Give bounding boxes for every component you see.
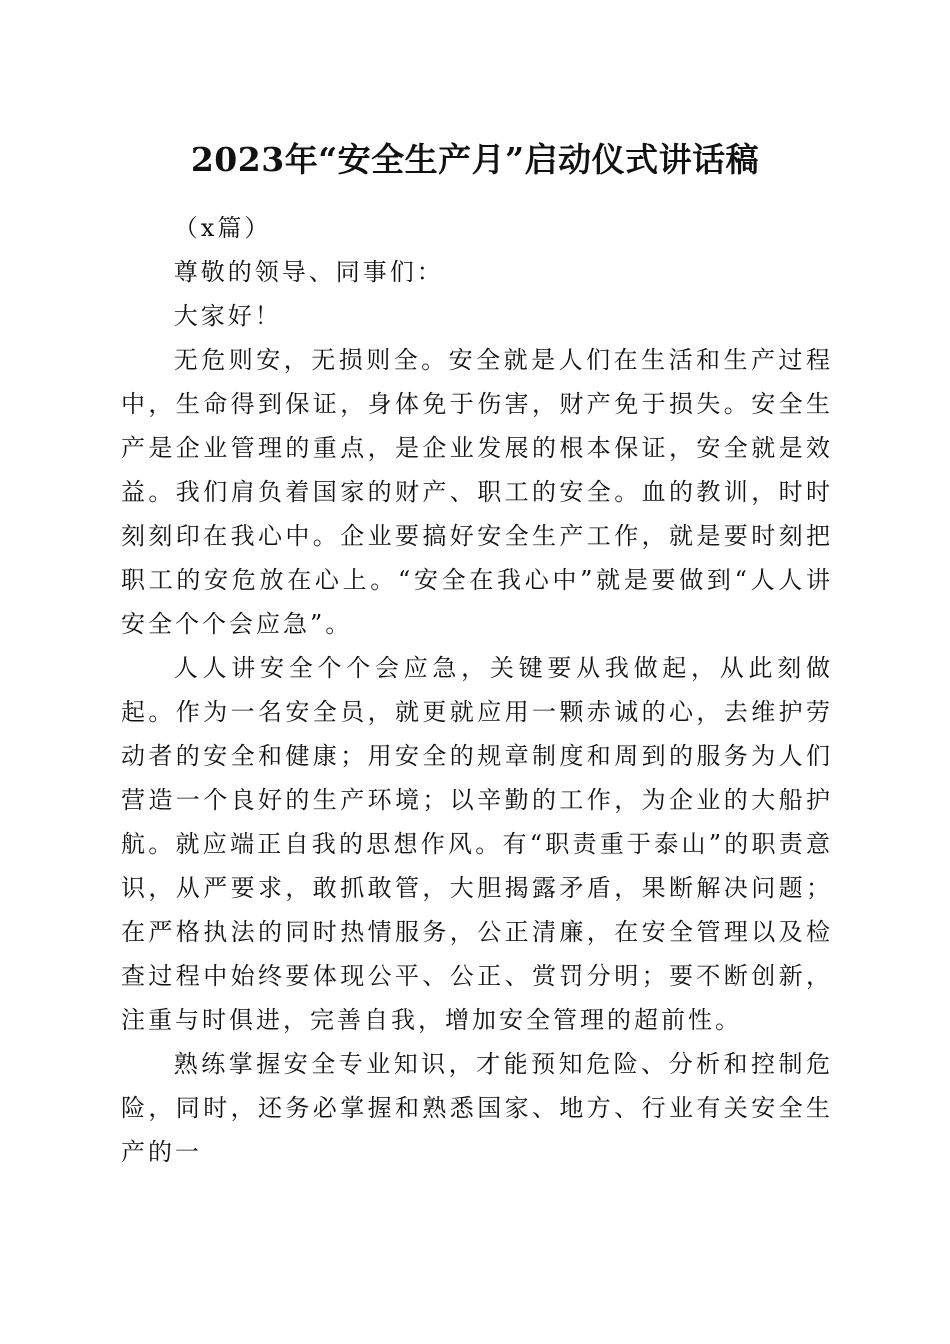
paragraph: 无危则安，无损则全。安全就是人们在生活和生产过程中，生命得到保证，身体免于伤害，财产免于损失。安全生产是企业管理的重点，是企业发展的根本保证，安全就是效益。我们肩负着国家的财产、职工的安全。血的教训，时时刻刻印在我心中。企业要搞好安全生产工作，就是要时刻把职工的安危放在心上。“安全在我心中”就是要做到“人人讲安全个个会应急”。	[121, 346, 833, 638]
document-title: 2023年“安全生产月”启动仪式讲话稿	[190, 140, 760, 179]
document-body	[121, 206, 833, 1174]
paragraph: 人人讲安全个个会应急，关键要从我做起，从此刻做起。作为一名安全员，就更就应用一颗赤诚的心，去维护劳动者的安全和健康；用安全的规章制度和周到的服务为人们营造一个良好的生产环境；以辛勤的工作，为企业的大船护航。就应端正自我的思想作风。有“职责重于泰山”的职责意识，从严要求，敢抓敢管，大胆揭露矛盾，果断解决问题；在严格执法的同时热情服务，公正清廉，在安全管理以及检查过程中始终要体现公平、公正、赏罚分明；要不断创新，注重与时俱进，完善自我，增加安全管理的超前性。	[121, 654, 833, 1034]
paragraph-subtitle: （x篇）	[173, 214, 272, 242]
paragraph-salutation: 尊敬的领导、同事们：	[173, 258, 444, 286]
paragraph-greeting: 大家好！	[173, 302, 282, 330]
paragraph: 熟练掌握安全专业知识，才能预知危险、分析和控制危险，同时，还务必掌握和熟悉国家、地方、行业有关安全生产的一	[121, 1050, 833, 1166]
